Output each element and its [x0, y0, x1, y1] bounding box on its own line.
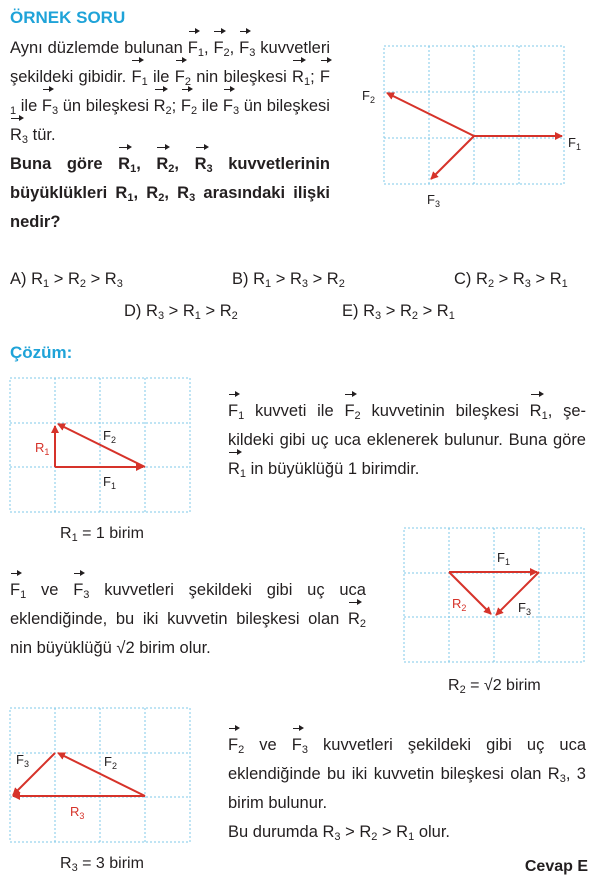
- step1-caption: $R_1 = 1$ birim: [60, 525, 144, 544]
- step3-label-r3: $R_3$: [70, 804, 85, 821]
- step3-vector-f2: [58, 753, 145, 796]
- label-f2: $F_2$: [362, 88, 375, 105]
- answer-label: Cevap E: [524, 858, 588, 875]
- question-text: Aynı düzlemde bulunan $F_1$, $F_2$, $F_3$ kuvvetleri şekildeki gibidir. $F_1$ ile $F_2$ nin bileşkesi $R_1$; $F_1$ ile $F_3$ ün bileşkesi $R_2$; $F_2$ ile $F_3$ ün bileşkesi $R_3$ tür. Buna göre $R_1$, $R_2$, $R_3$ kuvvetlerinin büyüklükleri $R_1$, $R_2$, $R_3$ arasındaki ilişki nedir?: [10, 34, 330, 237]
- step1-label-f2: $F_2$: [103, 428, 116, 445]
- step3-label-f2: $F_2$: [104, 754, 117, 771]
- step1-vector-f2: [58, 424, 145, 467]
- vector-f3: [431, 136, 474, 179]
- option-d-letter: D): [124, 302, 142, 320]
- option-d-text: $R_3 > R_1 > R_2$: [146, 302, 238, 322]
- step2-label-r2: $R_2$: [452, 596, 467, 613]
- step1-label-r1: $R_1$: [35, 440, 50, 457]
- step3-text: $F_2$ ve $F_3$ kuvvetleri şekildeki gibi uç uca eklendiğinde bu iki kuvvetin bileşkesi olan $R_3$, 3 birim bulunur.: [228, 731, 586, 818]
- step2-caption: $R_2 = √2$ birim: [448, 677, 541, 696]
- step2-label-f1: $F_1$: [497, 550, 510, 567]
- option-e-letter: E): [342, 302, 359, 320]
- step1-text: $F_1$ kuvveti ile $F_2$ kuvvetinin bileşkesi $R_1$, şe- kildeki gibi uç uca eklenerek bulunur. Buna göre $R_1$ in büyüklüğü 1 birimdir.: [228, 397, 586, 484]
- option-b-text: $R_1 > R_3 > R_2$: [253, 270, 345, 290]
- vector-f2: [387, 93, 474, 136]
- option-a-letter: A): [10, 270, 27, 288]
- step2-label-f3: $F_3$: [518, 600, 531, 617]
- option-a-text: $R_1 > R_2 > R_3$: [31, 270, 123, 290]
- grid-lines: [384, 46, 564, 184]
- step3-caption: $R_3 = 3$ birim: [60, 855, 144, 874]
- option-a[interactable]: [10, 270, 123, 289]
- step1-label-f1: $F_1$: [103, 474, 116, 491]
- option-c-text: $R_2 > R_3 > R_1$: [476, 270, 568, 290]
- step2-figure: [402, 526, 588, 666]
- label-f1: $F_1$: [568, 135, 581, 152]
- option-d[interactable]: [124, 302, 238, 321]
- question-figure: [355, 40, 595, 212]
- step1-figure: [8, 376, 194, 516]
- example-heading: ÖRNEK SORU: [10, 8, 126, 27]
- option-e-text: $R_3 > R_2 > R_1$: [363, 302, 455, 322]
- option-c[interactable]: [454, 270, 568, 289]
- step3-figure: [8, 706, 194, 846]
- step3-conclusion: Bu durumda $R_3 > R_2 > R_1$ olur.: [228, 823, 451, 843]
- step3-label-f3: $F_3$: [16, 752, 29, 769]
- solution-heading: Çözüm:: [10, 343, 73, 362]
- step2-text: $F_1$ ve $F_3$ kuvvetleri şekildeki gibi uç uca eklendiğinde, bu iki kuvvetin bileşkesi olan $R_2$ nin büyüklüğü √2 birim olur.: [10, 576, 366, 663]
- option-b-letter: B): [232, 270, 249, 288]
- option-c-letter: C): [454, 270, 472, 288]
- label-f3: $F_3$: [427, 192, 440, 209]
- option-e[interactable]: [342, 302, 455, 321]
- option-b[interactable]: [232, 270, 345, 289]
